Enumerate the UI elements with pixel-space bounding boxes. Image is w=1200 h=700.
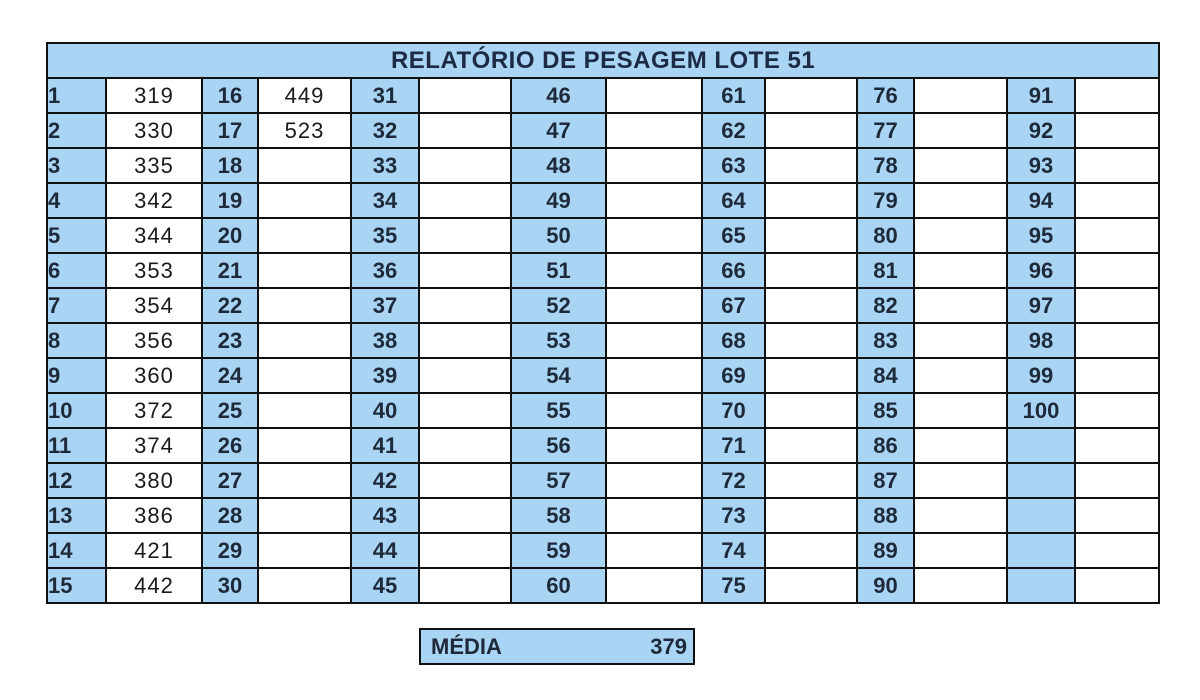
animal-number-cell: 35 [351, 218, 419, 253]
animal-number-cell: 50 [511, 218, 606, 253]
weight-cell [765, 533, 857, 568]
animal-number-cell: 100 [1007, 393, 1075, 428]
table-row [47, 533, 1159, 568]
animal-number-cell: 92 [1007, 113, 1075, 148]
animal-number-cell: 97 [1007, 288, 1075, 323]
weight-cell [765, 358, 857, 393]
weight-cell [1075, 358, 1159, 393]
weight-cell [765, 288, 857, 323]
animal-number-cell: 47 [511, 113, 606, 148]
weight-cell [258, 393, 351, 428]
table-row [47, 393, 1159, 428]
weight-cell [1075, 113, 1159, 148]
animal-number-cell: 75 [702, 568, 765, 603]
animal-number-cell: 46 [511, 78, 606, 113]
weight-cell [765, 148, 857, 183]
weight-cell [765, 183, 857, 218]
animal-number-cell: 98 [1007, 323, 1075, 358]
average-label: MÉDIA [431, 633, 502, 659]
animal-number-cell: 10 [47, 393, 106, 428]
weight-cell: 356 [106, 323, 202, 358]
animal-number-cell: 43 [351, 498, 419, 533]
animal-number-cell: 23 [202, 323, 258, 358]
weight-cell [606, 568, 702, 603]
animal-number-cell: 94 [1007, 183, 1075, 218]
weight-cell: 449 [258, 78, 351, 113]
animal-number-cell [1007, 533, 1075, 568]
weight-cell [606, 218, 702, 253]
weight-cell [419, 533, 511, 568]
weight-cell [258, 498, 351, 533]
report-title: RELATÓRIO DE PESAGEM LOTE 51 [47, 43, 1159, 78]
animal-number-cell: 44 [351, 533, 419, 568]
weight-cell [419, 113, 511, 148]
animal-number-cell [1007, 498, 1075, 533]
animal-number-cell: 8 [47, 323, 106, 358]
weight-cell [419, 463, 511, 498]
animal-number-cell: 55 [511, 393, 606, 428]
animal-number-cell: 54 [511, 358, 606, 393]
animal-number-cell: 83 [857, 323, 914, 358]
table-row [47, 183, 1159, 218]
table-row [47, 148, 1159, 183]
average-box [419, 628, 695, 665]
animal-number-cell: 53 [511, 323, 606, 358]
animal-number-cell: 39 [351, 358, 419, 393]
weight-cell [258, 533, 351, 568]
animal-number-cell: 12 [47, 463, 106, 498]
animal-number-cell: 49 [511, 183, 606, 218]
animal-number-cell: 42 [351, 463, 419, 498]
weight-cell [1075, 288, 1159, 323]
animal-number-cell: 74 [702, 533, 765, 568]
table-row [47, 358, 1159, 393]
animal-number-cell: 22 [202, 288, 258, 323]
weight-cell [606, 323, 702, 358]
animal-number-cell: 18 [202, 148, 258, 183]
weight-cell [258, 288, 351, 323]
animal-number-cell: 14 [47, 533, 106, 568]
weight-cell: 353 [106, 253, 202, 288]
animal-number-cell: 69 [702, 358, 765, 393]
weight-cell [258, 428, 351, 463]
table-row [47, 323, 1159, 358]
animal-number-cell: 9 [47, 358, 106, 393]
animal-number-cell: 32 [351, 113, 419, 148]
weight-cell [1075, 463, 1159, 498]
animal-number-cell: 45 [351, 568, 419, 603]
weight-cell [1075, 148, 1159, 183]
animal-number-cell: 20 [202, 218, 258, 253]
animal-number-cell: 36 [351, 253, 419, 288]
weight-cell [606, 253, 702, 288]
animal-number-cell: 31 [351, 78, 419, 113]
animal-number-cell: 62 [702, 113, 765, 148]
animal-number-cell: 71 [702, 428, 765, 463]
weight-cell [765, 428, 857, 463]
weight-cell [606, 113, 702, 148]
animal-number-cell: 41 [351, 428, 419, 463]
animal-number-cell: 15 [47, 568, 106, 603]
animal-number-cell: 67 [702, 288, 765, 323]
weight-cell [765, 498, 857, 533]
animal-number-cell: 61 [702, 78, 765, 113]
weight-cell [419, 288, 511, 323]
weight-cell: 342 [106, 183, 202, 218]
weight-cell [765, 78, 857, 113]
animal-number-cell: 93 [1007, 148, 1075, 183]
weight-cell: 421 [106, 533, 202, 568]
table-row [47, 113, 1159, 148]
weight-cell [419, 148, 511, 183]
weight-cell [1075, 428, 1159, 463]
weight-cell [419, 393, 511, 428]
animal-number-cell: 72 [702, 463, 765, 498]
weight-cell [258, 148, 351, 183]
animal-number-cell: 4 [47, 183, 106, 218]
weight-cell [914, 148, 1007, 183]
animal-number-cell: 13 [47, 498, 106, 533]
weight-cell [606, 78, 702, 113]
table-row [47, 463, 1159, 498]
animal-number-cell: 90 [857, 568, 914, 603]
weight-cell [258, 253, 351, 288]
animal-number-cell: 21 [202, 253, 258, 288]
weight-cell [914, 218, 1007, 253]
weight-cell [765, 253, 857, 288]
animal-number-cell: 48 [511, 148, 606, 183]
weight-cell [914, 78, 1007, 113]
weight-cell [419, 183, 511, 218]
weight-cell [914, 358, 1007, 393]
weight-cell [914, 428, 1007, 463]
animal-number-cell: 91 [1007, 78, 1075, 113]
animal-number-cell: 64 [702, 183, 765, 218]
animal-number-cell: 3 [47, 148, 106, 183]
table-row [47, 78, 1159, 113]
animal-number-cell: 78 [857, 148, 914, 183]
animal-number-cell: 56 [511, 428, 606, 463]
weight-cell [258, 218, 351, 253]
weight-cell: 374 [106, 428, 202, 463]
weight-cell [419, 498, 511, 533]
animal-number-cell: 19 [202, 183, 258, 218]
weight-cell [258, 183, 351, 218]
weight-cell [258, 323, 351, 358]
weight-cell [765, 393, 857, 428]
weight-cell [419, 218, 511, 253]
weight-cell [914, 183, 1007, 218]
weight-cell [1075, 393, 1159, 428]
weight-cell: 335 [106, 148, 202, 183]
weight-cell: 442 [106, 568, 202, 603]
weight-cell [914, 533, 1007, 568]
animal-number-cell: 76 [857, 78, 914, 113]
weight-cell: 523 [258, 113, 351, 148]
animal-number-cell: 24 [202, 358, 258, 393]
animal-number-cell: 2 [47, 113, 106, 148]
animal-number-cell: 29 [202, 533, 258, 568]
weight-cell [258, 463, 351, 498]
weight-cell [914, 288, 1007, 323]
animal-number-cell: 5 [47, 218, 106, 253]
table-row [47, 428, 1159, 463]
animal-number-cell: 65 [702, 218, 765, 253]
animal-number-cell: 59 [511, 533, 606, 568]
animal-number-cell: 79 [857, 183, 914, 218]
animal-number-cell: 16 [202, 78, 258, 113]
table-row [47, 568, 1159, 603]
weight-cell [606, 498, 702, 533]
weight-cell [765, 323, 857, 358]
animal-number-cell: 6 [47, 253, 106, 288]
weight-cell [1075, 498, 1159, 533]
average-value: 379 [650, 633, 687, 659]
weight-cell: 360 [106, 358, 202, 393]
animal-number-cell: 95 [1007, 218, 1075, 253]
weight-cell: 330 [106, 113, 202, 148]
animal-number-cell: 57 [511, 463, 606, 498]
weight-cell [1075, 323, 1159, 358]
weight-cell [606, 393, 702, 428]
animal-number-cell: 17 [202, 113, 258, 148]
weight-cell [258, 568, 351, 603]
table-row [47, 288, 1159, 323]
weight-cell [914, 463, 1007, 498]
table-body [47, 78, 1159, 603]
animal-number-cell: 33 [351, 148, 419, 183]
animal-number-cell: 85 [857, 393, 914, 428]
weight-cell [914, 568, 1007, 603]
animal-number-cell: 89 [857, 533, 914, 568]
animal-number-cell: 82 [857, 288, 914, 323]
table-row [47, 253, 1159, 288]
weight-cell [914, 323, 1007, 358]
animal-number-cell: 34 [351, 183, 419, 218]
weight-cell [606, 288, 702, 323]
weight-cell [419, 78, 511, 113]
weight-cell [606, 428, 702, 463]
animal-number-cell: 66 [702, 253, 765, 288]
weight-cell [606, 463, 702, 498]
animal-number-cell: 60 [511, 568, 606, 603]
animal-number-cell [1007, 568, 1075, 603]
weight-cell [1075, 183, 1159, 218]
weight-cell [1075, 568, 1159, 603]
animal-number-cell: 30 [202, 568, 258, 603]
weight-cell [914, 253, 1007, 288]
animal-number-cell: 1 [47, 78, 106, 113]
animal-number-cell: 87 [857, 463, 914, 498]
weight-cell [419, 568, 511, 603]
weight-cell [1075, 253, 1159, 288]
weight-cell [914, 113, 1007, 148]
animal-number-cell: 25 [202, 393, 258, 428]
animal-number-cell: 70 [702, 393, 765, 428]
table-row [47, 498, 1159, 533]
animal-number-cell: 38 [351, 323, 419, 358]
animal-number-cell: 51 [511, 253, 606, 288]
weight-cell [419, 358, 511, 393]
weight-cell [258, 358, 351, 393]
animal-number-cell: 81 [857, 253, 914, 288]
animal-number-cell: 73 [702, 498, 765, 533]
weight-cell [1075, 218, 1159, 253]
animal-number-cell: 68 [702, 323, 765, 358]
weight-cell [914, 498, 1007, 533]
weight-cell: 386 [106, 498, 202, 533]
weight-cell [419, 323, 511, 358]
weight-cell [606, 533, 702, 568]
animal-number-cell: 27 [202, 463, 258, 498]
weight-cell [1075, 533, 1159, 568]
weight-cell: 380 [106, 463, 202, 498]
animal-number-cell: 84 [857, 358, 914, 393]
animal-number-cell: 77 [857, 113, 914, 148]
weight-cell [606, 183, 702, 218]
weight-cell [419, 253, 511, 288]
animal-number-cell: 99 [1007, 358, 1075, 393]
weight-cell: 344 [106, 218, 202, 253]
animal-number-cell: 37 [351, 288, 419, 323]
animal-number-cell: 63 [702, 148, 765, 183]
animal-number-cell: 11 [47, 428, 106, 463]
weighing-table [46, 42, 1160, 604]
animal-number-cell: 26 [202, 428, 258, 463]
animal-number-cell: 40 [351, 393, 419, 428]
weight-cell [765, 463, 857, 498]
animal-number-cell [1007, 428, 1075, 463]
animal-number-cell: 28 [202, 498, 258, 533]
weight-cell [765, 568, 857, 603]
animal-number-cell [1007, 463, 1075, 498]
weight-cell [606, 148, 702, 183]
weight-cell [914, 393, 1007, 428]
weighing-report [46, 42, 1158, 604]
animal-number-cell: 86 [857, 428, 914, 463]
animal-number-cell: 52 [511, 288, 606, 323]
animal-number-cell: 7 [47, 288, 106, 323]
animal-number-cell: 80 [857, 218, 914, 253]
animal-number-cell: 88 [857, 498, 914, 533]
table-row [47, 218, 1159, 253]
weight-cell [765, 218, 857, 253]
weight-cell [419, 428, 511, 463]
weight-cell: 354 [106, 288, 202, 323]
animal-number-cell: 96 [1007, 253, 1075, 288]
weight-cell [765, 113, 857, 148]
animal-number-cell: 58 [511, 498, 606, 533]
weight-cell: 372 [106, 393, 202, 428]
weight-cell: 319 [106, 78, 202, 113]
weight-cell [606, 358, 702, 393]
weight-cell [1075, 78, 1159, 113]
